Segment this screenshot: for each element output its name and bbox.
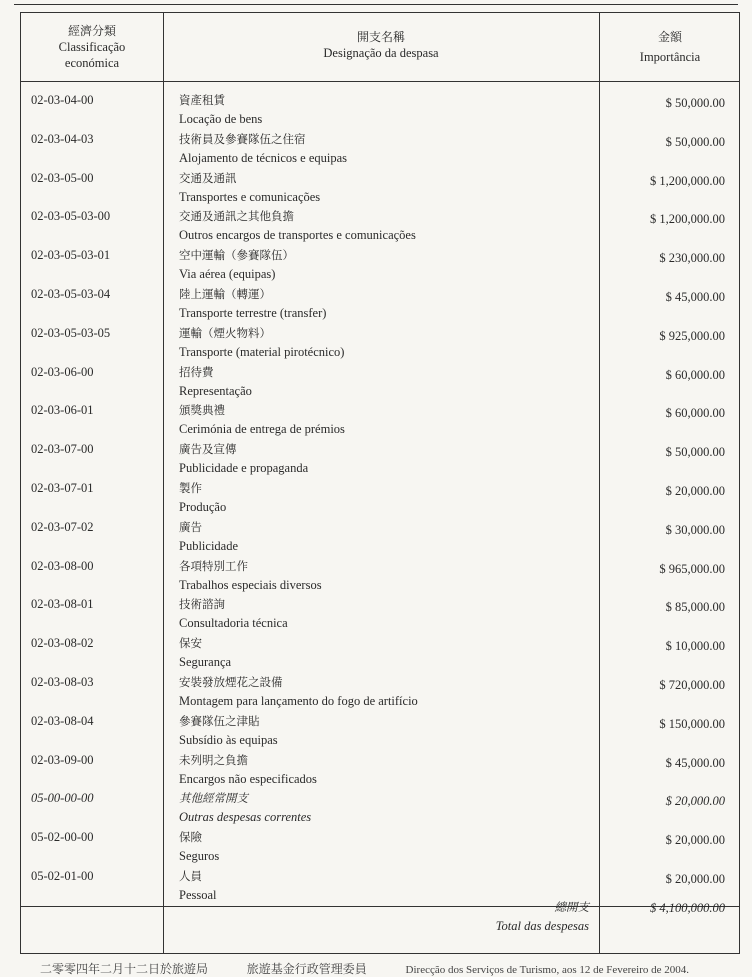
row-code: 02-03-07-01 bbox=[31, 480, 94, 495]
header-designation bbox=[163, 13, 599, 81]
total-label-pt: Total das despesas bbox=[495, 919, 589, 933]
row-designation-zh: 運輸（煙火物料） bbox=[179, 325, 271, 340]
table-row bbox=[21, 402, 739, 441]
row-designation-zh: 技術諮詢 bbox=[179, 597, 225, 612]
total-amount: $ 4,100,000.00 bbox=[650, 901, 725, 915]
row-designation-pt: Locação de bens bbox=[179, 112, 263, 126]
row-code: 02-03-05-03-00 bbox=[31, 209, 111, 224]
row-code: 02-03-05-03-04 bbox=[31, 286, 111, 301]
row-code: 02-03-08-02 bbox=[31, 636, 94, 651]
row-amount: $ 85,000.00 bbox=[665, 600, 725, 615]
table-row bbox=[21, 480, 739, 519]
row-amount: $ 965,000.00 bbox=[659, 561, 725, 576]
row-amount: $ 1,200,000.00 bbox=[650, 173, 725, 188]
row-code: 02-03-07-02 bbox=[31, 519, 94, 534]
header-amount bbox=[599, 13, 741, 81]
row-amount: $ 60,000.00 bbox=[665, 406, 725, 421]
total-label-zh: 總開支 bbox=[554, 900, 589, 914]
row-designation-zh: 人員 bbox=[179, 868, 202, 883]
row-designation-zh: 陸上運輸（轉運） bbox=[179, 286, 271, 301]
row-designation-pt: Trabalhos especiais diversos bbox=[179, 577, 322, 592]
row-amount: $ 45,000.00 bbox=[665, 289, 725, 304]
top-rule bbox=[14, 4, 738, 5]
table-row bbox=[21, 868, 739, 907]
row-designation-pt: Transporte (material pirotécnico) bbox=[179, 344, 345, 359]
row-designation-zh: 參賽隊伍之津貼 bbox=[179, 713, 260, 728]
row-code: 05-02-00-00 bbox=[31, 830, 94, 845]
row-designation-pt: Segurança bbox=[179, 655, 232, 670]
row-designation-pt: Produção bbox=[179, 499, 227, 514]
row-designation-zh: 未列明之負擔 bbox=[179, 752, 248, 767]
row-amount: $ 150,000.00 bbox=[659, 716, 725, 731]
row-amount: $ 45,000.00 bbox=[665, 755, 725, 770]
row-amount: $ 1,200,000.00 bbox=[650, 212, 725, 227]
table-row bbox=[21, 208, 739, 247]
row-code: 05-02-01-00 bbox=[31, 868, 94, 883]
row-designation-zh: 交通及通訊 bbox=[179, 170, 237, 185]
row-code: 05-00-00-00 bbox=[31, 791, 94, 806]
row-designation-pt: Transportes e comunicações bbox=[179, 189, 321, 204]
row-code: 02-03-08-03 bbox=[31, 674, 94, 689]
row-designation-zh: 頒獎典禮 bbox=[179, 403, 225, 418]
row-code: 02-03-08-01 bbox=[31, 597, 94, 612]
row-code: 02-03-08-04 bbox=[31, 713, 94, 728]
row-designation-zh: 交通及通訊之其他負擔 bbox=[179, 209, 294, 224]
table-row bbox=[21, 829, 739, 868]
footer-signer-pt: Direcção dos Serviços de Turismo, aos 12 de Fevereiro de 2004. bbox=[405, 964, 690, 976]
header-classification bbox=[21, 13, 163, 81]
expense-table bbox=[20, 12, 740, 954]
row-amount: $ 50,000.00 bbox=[665, 445, 725, 460]
table-body bbox=[21, 92, 739, 907]
table-row bbox=[21, 364, 739, 403]
row-designation-zh: 資產租賃 bbox=[179, 93, 225, 107]
row-amount: $ 10,000.00 bbox=[665, 639, 725, 654]
table-row bbox=[21, 790, 739, 829]
row-designation-pt: Via aérea (equipas) bbox=[179, 267, 276, 282]
row-designation-zh: 招待費 bbox=[179, 364, 214, 379]
row-designation-zh: 保險 bbox=[179, 830, 202, 845]
row-code: 02-03-05-03-01 bbox=[31, 248, 111, 263]
table-row bbox=[21, 92, 739, 131]
row-amount: $ 30,000.00 bbox=[665, 522, 725, 537]
table-row bbox=[21, 674, 739, 713]
row-code: 02-03-05-03-05 bbox=[31, 325, 111, 340]
table-row bbox=[21, 635, 739, 674]
row-code: 02-03-08-00 bbox=[31, 558, 94, 573]
table-row bbox=[21, 441, 739, 480]
table-row bbox=[21, 286, 739, 325]
row-designation-pt: Publicidade e propaganda bbox=[179, 461, 309, 476]
row-amount: $ 20,000.00 bbox=[665, 483, 725, 498]
row-code: 02-03-06-01 bbox=[31, 403, 94, 418]
header-divider bbox=[21, 81, 739, 82]
header-amount-zh: 金額 bbox=[657, 30, 682, 44]
row-code: 02-03-09-00 bbox=[31, 752, 94, 767]
row-designation-zh: 其他經常開支 bbox=[179, 791, 248, 806]
row-amount: $ 230,000.00 bbox=[659, 251, 725, 266]
row-designation-pt: Outros encargos de transportes e comunicações bbox=[179, 228, 416, 243]
row-designation-pt: Encargos não especificados bbox=[179, 771, 317, 786]
row-amount: $ 50,000.00 bbox=[665, 96, 725, 110]
row-designation-pt: Outras despesas correntes bbox=[179, 810, 312, 825]
row-designation-zh: 保安 bbox=[179, 636, 202, 651]
row-designation-zh: 廣告 bbox=[179, 519, 202, 534]
table-row bbox=[21, 713, 739, 752]
row-code: 02-03-07-00 bbox=[31, 442, 94, 457]
row-designation-zh: 安裝發放煙花之設備 bbox=[179, 674, 283, 689]
header-classification-pt-2: económica bbox=[64, 56, 120, 70]
row-designation-pt: Cerimónia de entrega de prémios bbox=[179, 422, 345, 437]
header-designation-pt: Designação da despasa bbox=[323, 46, 439, 60]
table-row bbox=[21, 596, 739, 635]
header-classification-zh: 經濟分類 bbox=[67, 24, 116, 38]
row-designation-pt: Pessoal bbox=[179, 887, 217, 902]
row-code: 02-03-04-00 bbox=[31, 93, 94, 107]
table-row bbox=[21, 325, 739, 364]
footer-date-zh: 二零零四年二月十二日於旅遊局 bbox=[40, 962, 209, 976]
table-row bbox=[21, 170, 739, 209]
header-amount-pt: Importância bbox=[639, 50, 701, 64]
row-designation-zh: 各項特別工作 bbox=[179, 558, 248, 573]
row-amount: $ 20,000.00 bbox=[665, 871, 725, 886]
row-designation-pt: Transporte terrestre (transfer) bbox=[179, 305, 327, 320]
row-designation-zh: 廣告及宣傳 bbox=[179, 442, 237, 457]
row-designation-zh: 空中運輸（參賽隊伍） bbox=[179, 248, 294, 263]
row-designation-pt: Montagem para lançamento do fogo de artifício bbox=[179, 693, 418, 708]
row-code: 02-03-06-00 bbox=[31, 364, 94, 379]
row-designation-pt: Seguros bbox=[179, 849, 220, 864]
footer bbox=[40, 960, 725, 977]
header-classification-pt-1: Classificação bbox=[58, 40, 126, 54]
table-row bbox=[21, 558, 739, 597]
table-row bbox=[21, 519, 739, 558]
row-designation-pt: Alojamento de técnicos e equipas bbox=[179, 150, 347, 165]
row-amount: $ 720,000.00 bbox=[659, 677, 725, 692]
row-amount: $ 60,000.00 bbox=[665, 367, 725, 382]
table-row bbox=[21, 247, 739, 286]
row-amount: $ 20,000.00 bbox=[665, 794, 725, 809]
footer-signer-zh: 旅遊基金行政管理委員 bbox=[246, 962, 367, 976]
row-designation-pt: Publicidade bbox=[179, 538, 239, 553]
table-row bbox=[21, 131, 739, 170]
row-designation-pt: Consultadoria técnica bbox=[179, 616, 288, 631]
header-designation-zh: 開支名稱 bbox=[356, 30, 405, 44]
row-designation-zh: 技術員及參賽隊伍之住宿 bbox=[179, 131, 306, 146]
row-designation-zh: 製作 bbox=[179, 480, 202, 495]
row-code: 02-03-04-03 bbox=[31, 131, 94, 146]
row-designation-pt: Subsídio às equipas bbox=[179, 732, 278, 747]
row-amount: $ 50,000.00 bbox=[665, 134, 725, 149]
row-code: 02-03-05-00 bbox=[31, 170, 94, 185]
row-designation-pt: Representação bbox=[179, 383, 252, 398]
row-amount: $ 925,000.00 bbox=[659, 328, 725, 343]
row-amount: $ 20,000.00 bbox=[665, 833, 725, 848]
table-row bbox=[21, 752, 739, 791]
